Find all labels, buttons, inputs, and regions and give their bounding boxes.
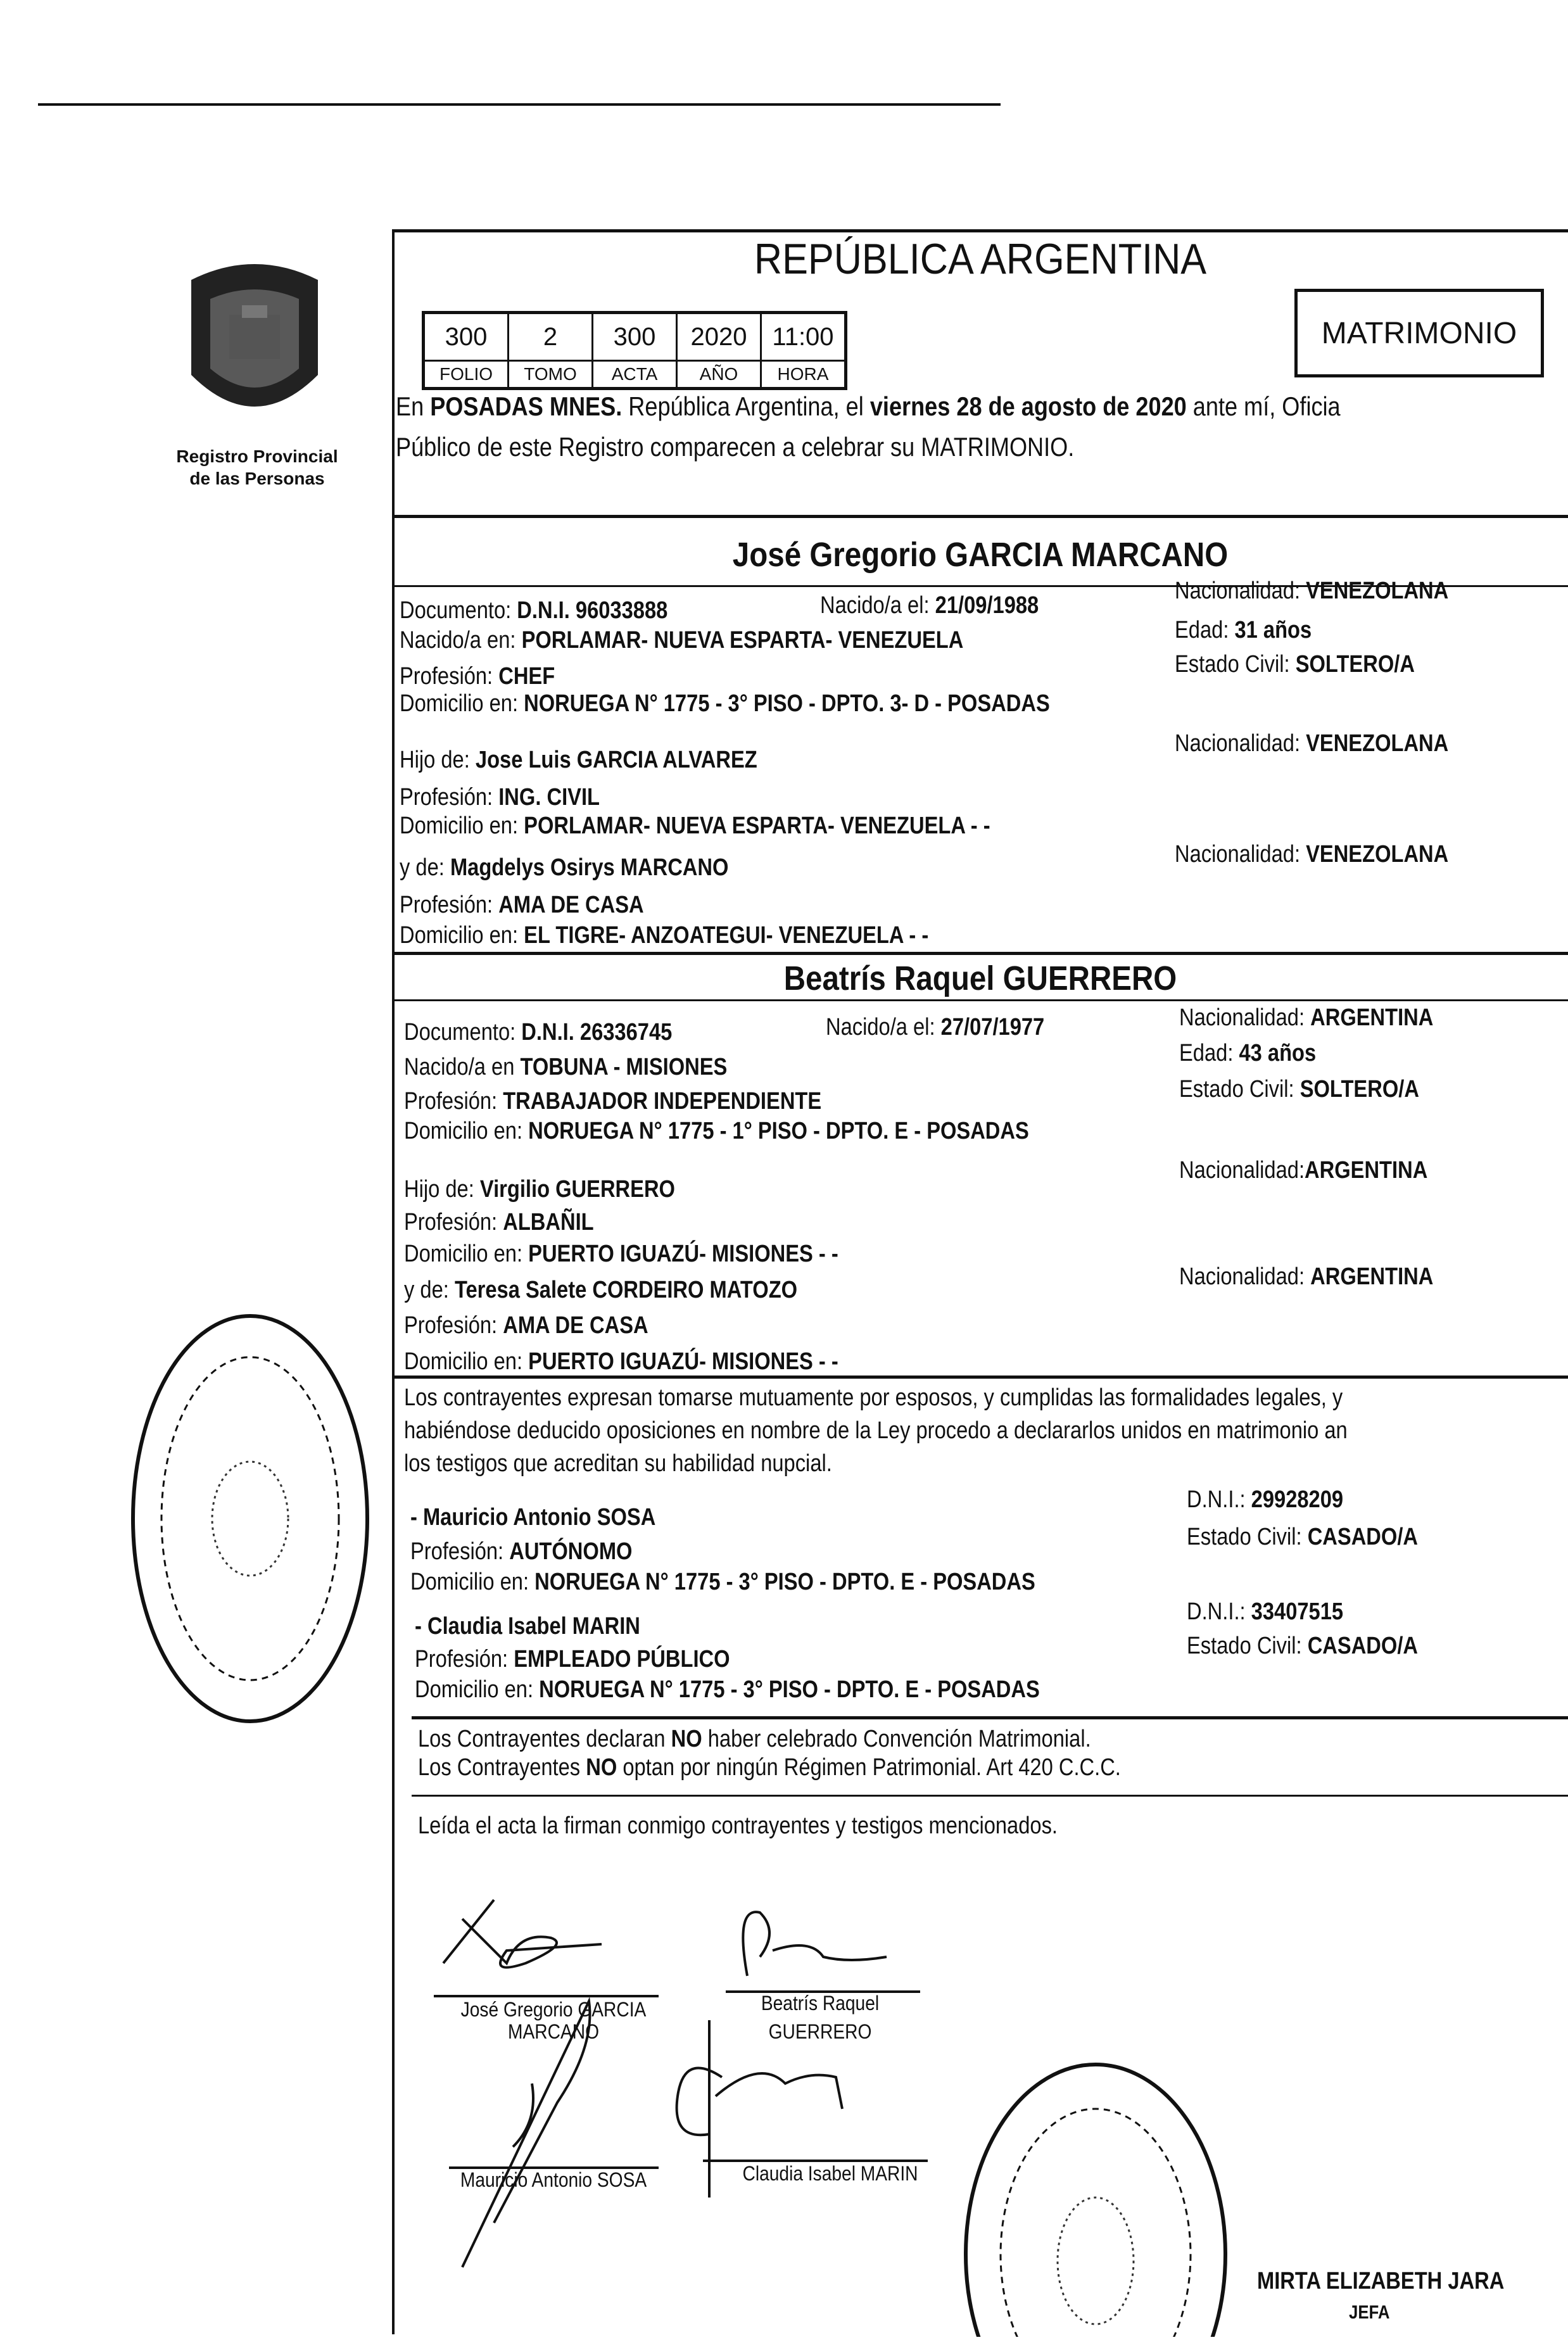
intro-place: POSADAS MNES. xyxy=(430,391,623,421)
signature-groom-name-1: José Gregorio GARCIA xyxy=(460,1998,647,2021)
registry-logo xyxy=(172,255,337,435)
groom-father-domicilio xyxy=(400,812,990,840)
bride-father-profesion xyxy=(404,1208,594,1236)
groom-father xyxy=(400,746,757,774)
label: Profesión: xyxy=(400,663,499,690)
intro-line-1 xyxy=(396,393,1341,421)
value: 31 años xyxy=(1234,617,1312,643)
groom-nacionalidad xyxy=(1175,577,1448,605)
value: PUERTO IGUAZÚ- MISIONES - - xyxy=(528,1348,838,1375)
witness-1-domicilio xyxy=(410,1568,1035,1596)
value: CHEF xyxy=(498,663,555,690)
intro-line-2: Público de este Registro comparecen a celebrar su MATRIMONIO. xyxy=(396,432,1075,462)
label: Domicilio en: xyxy=(400,813,524,839)
bride-nacionalidad xyxy=(1179,1004,1433,1032)
label: D.N.I.: xyxy=(1187,1598,1251,1625)
value: ARGENTINA xyxy=(1310,1004,1434,1031)
separator xyxy=(392,952,1568,955)
label: Domicilio en: xyxy=(415,1676,540,1703)
groom-nacido-el xyxy=(820,591,1039,619)
officer-title xyxy=(1349,2299,1390,2327)
registry-seal-icon xyxy=(956,2052,1235,2337)
label: y de: xyxy=(400,854,450,881)
value: NORUEGA N° 1775 - 3° PISO - DPTO. E - POSADAS xyxy=(534,1569,1035,1595)
left-official-seal xyxy=(127,1310,374,1728)
declaration-line-1: Los contrayentes expresan tomarse mutuamente por esposos, y cumplidas las formalidades legales, y xyxy=(404,1384,1343,1411)
groom-profesion xyxy=(400,662,555,690)
logo-caption-line2: de las Personas xyxy=(189,469,325,488)
signature-witness-2-name: Claudia Isabel MARIN xyxy=(742,2162,918,2185)
value: Teresa Salete CORDEIRO MATOZO xyxy=(454,1277,798,1303)
value: CASADO/A xyxy=(1307,1524,1419,1550)
label: Domicilio en: xyxy=(404,1348,529,1375)
label: Domicilio en: xyxy=(400,922,524,949)
label: Domicilio en: xyxy=(410,1569,535,1595)
value: 43 años xyxy=(1239,1040,1317,1066)
label: Estado Civil: xyxy=(1175,651,1296,678)
value: SOLTERO/A xyxy=(1295,651,1415,678)
label: Profesión: xyxy=(404,1312,503,1339)
value: VENEZOLANA xyxy=(1306,578,1449,604)
label: Nacionalidad: xyxy=(1175,841,1306,868)
declaration-line-2: habiéndose deducido oposiciones en nombre de la Ley procedo a declararlos unidos en matrimonio an xyxy=(404,1417,1348,1444)
value: EMPLEADO PÚBLICO xyxy=(514,1646,730,1673)
groom-documento xyxy=(400,597,667,624)
value: TOBUNA - MISIONES xyxy=(520,1054,728,1080)
value: Virgilio GUERRERO xyxy=(479,1176,675,1203)
hora-label: HORA xyxy=(761,361,846,389)
value: - Claudia Isabel MARIN xyxy=(415,1613,640,1640)
label: Estado Civil: xyxy=(1187,1524,1308,1550)
label: Nacionalidad: xyxy=(1179,1263,1311,1290)
groom-estado-civil xyxy=(1175,650,1415,678)
intro-prefix: En xyxy=(396,391,431,421)
text: haber celebrado Convención Matrimonial. xyxy=(702,1726,1091,1752)
signature-line-groom xyxy=(434,1995,659,1997)
value: VENEZOLANA xyxy=(1306,730,1449,757)
label: D.N.I.: xyxy=(1187,1486,1251,1513)
label: Nacionalidad: xyxy=(1179,1157,1305,1184)
value: MIRTA ELIZABETH JARA xyxy=(1257,2268,1505,2294)
label: Nacido/a en: xyxy=(400,627,522,654)
label: Profesión: xyxy=(400,784,499,811)
label: Nacionalidad: xyxy=(1179,1004,1311,1031)
label: Edad: xyxy=(1179,1040,1239,1066)
bride-father-nacionalidad xyxy=(1179,1156,1427,1184)
label: Profesión: xyxy=(415,1646,514,1673)
witness-1-estado xyxy=(1187,1523,1418,1551)
value: TRABAJADOR INDEPENDIENTE xyxy=(503,1088,822,1115)
label: Nacionalidad: xyxy=(1175,578,1306,604)
registry-logo-emblem-icon xyxy=(172,255,337,435)
separator xyxy=(392,999,1568,1001)
label: Nacido/a en xyxy=(404,1054,521,1080)
value: Jose Luis GARCIA ALVAREZ xyxy=(475,747,757,773)
intro-suffix: ante mí, Oficia xyxy=(1186,391,1341,421)
groom-mother xyxy=(400,854,728,882)
bride-estado-civil xyxy=(1179,1075,1419,1103)
groom-nacido-en xyxy=(400,626,963,654)
label: Nacionalidad: xyxy=(1175,730,1306,757)
witness-2-name xyxy=(415,1612,640,1640)
label: Nacido/a el: xyxy=(820,592,935,619)
witness-1-dni xyxy=(1187,1486,1343,1514)
value: D.N.I. 96033888 xyxy=(517,597,668,624)
groom-edad xyxy=(1175,616,1312,644)
bride-documento xyxy=(404,1018,672,1046)
bride-edad xyxy=(1179,1039,1316,1067)
convention-line-2 xyxy=(418,1754,1121,1781)
hora-value: 11:00 xyxy=(761,313,846,361)
bride-mother-domicilio xyxy=(404,1348,838,1376)
value: - Mauricio Antonio SOSA xyxy=(410,1504,656,1531)
bride-father-domicilio xyxy=(404,1240,838,1268)
signature-bride-name-1: Beatrís Raquel xyxy=(761,1992,880,2014)
emphasis: NO xyxy=(671,1726,702,1752)
value: SOLTERO/A xyxy=(1299,1076,1419,1103)
separator xyxy=(392,515,1568,518)
folio-value: 300 xyxy=(424,313,509,361)
groom-mother-domicilio xyxy=(400,921,928,949)
document-left-border xyxy=(392,232,395,2334)
value: NORUEGA N° 1775 - 3° PISO - DPTO. 3- D - POSADAS xyxy=(524,690,1050,717)
value: 29928209 xyxy=(1251,1486,1344,1513)
label: Profesión: xyxy=(404,1088,503,1115)
label: Documento: xyxy=(404,1019,522,1046)
label: Nacido/a el: xyxy=(826,1014,941,1040)
bride-mother-profesion xyxy=(404,1312,648,1339)
bride-name: Beatrís Raquel GUERRERO xyxy=(783,959,1177,997)
value: AMA DE CASA xyxy=(503,1312,648,1339)
signature-bride-name-2: GUERRERO xyxy=(768,2020,872,2043)
label: Documento: xyxy=(400,597,517,624)
label: Edad: xyxy=(1175,617,1235,643)
declaration-line-3: los testigos que acreditan su habilidad nupcial. xyxy=(404,1450,832,1477)
acta-value: 300 xyxy=(593,313,677,361)
value: AUTÓNOMO xyxy=(509,1538,633,1565)
signature-groom-name-2: MARCANO xyxy=(508,2020,599,2043)
value: PORLAMAR- NUEVA ESPARTA- VENEZUELA xyxy=(521,627,964,654)
intro-date: viernes 28 de agosto de 2020 xyxy=(869,391,1187,421)
label: y de: xyxy=(404,1277,455,1303)
value: NORUEGA N° 1775 - 1° PISO - DPTO. E - POSADAS xyxy=(528,1118,1029,1144)
label: Hijo de: xyxy=(400,747,476,773)
separator xyxy=(412,1716,1568,1719)
value: ARGENTINA xyxy=(1310,1263,1434,1290)
tomo-label: TOMO xyxy=(509,361,593,389)
closing-statement: Leída el acta la firman conmigo contrayentes y testigos mencionados. xyxy=(418,1812,1058,1839)
text: optan por ningún Régimen Patrimonial. Art 420 C.C.C. xyxy=(617,1754,1121,1781)
bride-profesion xyxy=(404,1087,821,1115)
value: 27/07/1977 xyxy=(940,1014,1045,1040)
bride-mother-nacionalidad xyxy=(1179,1263,1433,1291)
text: Los Contrayentes xyxy=(418,1754,586,1781)
label: Estado Civil: xyxy=(1187,1633,1308,1659)
bride-mother xyxy=(404,1276,797,1304)
logo-caption-line1: Registro Provincial xyxy=(176,446,338,466)
value: 33407515 xyxy=(1251,1598,1344,1625)
tomo-value: 2 xyxy=(509,313,593,361)
groom-father-profesion xyxy=(400,783,600,811)
groom-mother-nacionalidad xyxy=(1175,840,1448,868)
witness-1-name xyxy=(410,1503,655,1531)
value: NORUEGA N° 1775 - 3° PISO - DPTO. E - POSADAS xyxy=(539,1676,1040,1703)
value: ALBAÑIL xyxy=(503,1209,594,1236)
value: ING. CIVIL xyxy=(498,784,600,811)
separator xyxy=(392,1376,1568,1379)
groom-domicilio xyxy=(400,690,1050,718)
witness-2-dni xyxy=(1187,1598,1343,1626)
convention-line-1 xyxy=(418,1725,1091,1753)
label: Profesión: xyxy=(410,1538,510,1565)
value: PORLAMAR- NUEVA ESPARTA- VENEZUELA - - xyxy=(524,813,990,839)
bottom-official-seal xyxy=(956,2052,1235,2337)
value: PUERTO IGUAZÚ- MISIONES - - xyxy=(528,1241,838,1267)
acta-label: ACTA xyxy=(593,361,677,389)
value: VENEZOLANA xyxy=(1306,841,1449,868)
separator xyxy=(412,1795,1568,1797)
value: CASADO/A xyxy=(1307,1633,1419,1659)
bride-nacido-el xyxy=(826,1013,1044,1041)
folio-label: FOLIO xyxy=(424,361,509,389)
intro-mid: República Argentina, el xyxy=(622,391,870,421)
emphasis: NO xyxy=(586,1754,617,1781)
witness-1-profesion xyxy=(410,1538,632,1565)
label: Estado Civil: xyxy=(1179,1076,1300,1103)
ano-value: 2020 xyxy=(677,313,761,361)
value: EL TIGRE- ANZOATEGUI- VENEZUELA - - xyxy=(524,922,929,949)
scan-top-line xyxy=(38,103,1001,106)
value: Magdelys Osirys MARCANO xyxy=(450,854,729,881)
label: Domicilio en: xyxy=(404,1118,529,1144)
officer-name xyxy=(1257,2267,1504,2295)
value: 21/09/1988 xyxy=(935,592,1039,619)
bride-father xyxy=(404,1175,675,1203)
groom-name: José Gregorio GARCIA MARCANO xyxy=(732,536,1229,574)
signature-witness-1-name: Mauricio Antonio SOSA xyxy=(460,2168,647,2191)
label: Domicilio en: xyxy=(400,690,524,717)
text: Los Contrayentes declaran xyxy=(418,1726,671,1752)
groom-mother-profesion xyxy=(400,891,644,919)
document-type-box: MATRIMONIO xyxy=(1294,289,1544,377)
label: Hijo de: xyxy=(404,1176,480,1203)
document-top-border xyxy=(392,229,1568,232)
country-title: REPÚBLICA ARGENTINA xyxy=(754,235,1207,283)
value: AMA DE CASA xyxy=(498,892,644,918)
bride-domicilio xyxy=(404,1117,1029,1145)
value: D.N.I. 26336745 xyxy=(521,1019,673,1046)
label: Domicilio en: xyxy=(404,1241,529,1267)
ano-label: AÑO xyxy=(677,361,761,389)
witness-2-profesion xyxy=(415,1645,730,1673)
value: JEFA xyxy=(1349,2302,1390,2323)
witness-2-domicilio xyxy=(415,1676,1040,1704)
witness-2-estado xyxy=(1187,1632,1418,1660)
label: Profesión: xyxy=(400,892,499,918)
groom-father-nacionalidad xyxy=(1175,730,1448,757)
label: Profesión: xyxy=(404,1209,503,1236)
registry-table xyxy=(422,311,847,390)
bride-nacido-en xyxy=(404,1053,727,1081)
value: ARGENTINA xyxy=(1305,1157,1428,1184)
official-seal-icon xyxy=(127,1310,374,1728)
